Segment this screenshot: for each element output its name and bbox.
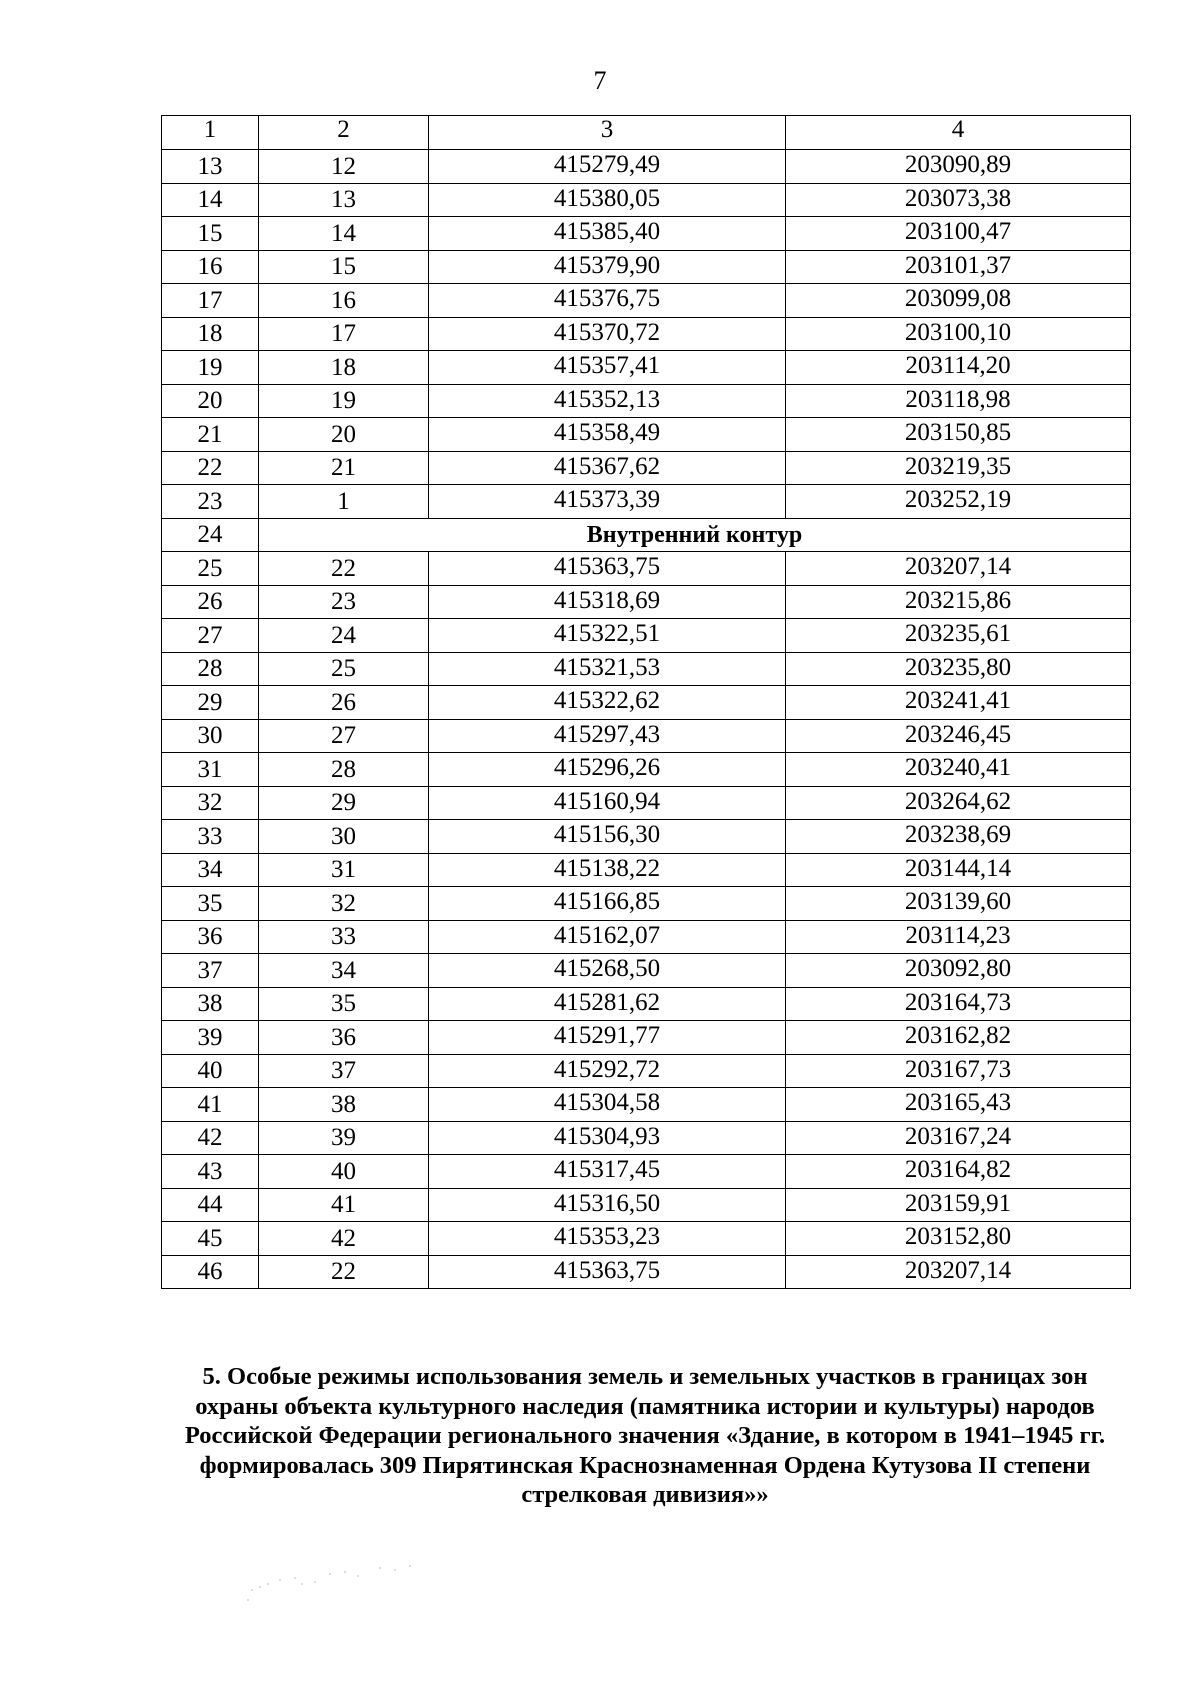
table-cell: 203099,08 bbox=[786, 284, 1131, 318]
table-row bbox=[162, 351, 1131, 385]
table-cell: 38 bbox=[162, 987, 259, 1021]
table-cell: 36 bbox=[162, 920, 259, 954]
table-row bbox=[162, 150, 1131, 184]
table-row bbox=[162, 284, 1131, 318]
table-row bbox=[162, 250, 1131, 284]
table-row bbox=[162, 619, 1131, 653]
table-cell: 17 bbox=[162, 284, 259, 318]
table-cell: 415281,62 bbox=[429, 987, 786, 1021]
table-cell: 23 bbox=[162, 485, 259, 519]
table-cell: 26 bbox=[259, 686, 429, 720]
table-row bbox=[162, 183, 1131, 217]
table-cell: 415367,62 bbox=[429, 451, 786, 485]
table-cell: 203114,23 bbox=[786, 920, 1131, 954]
table-cell: 40 bbox=[259, 1155, 429, 1189]
table-cell: 415317,45 bbox=[429, 1155, 786, 1189]
table-row bbox=[162, 1222, 1131, 1256]
table-cell: 203207,14 bbox=[786, 1255, 1131, 1289]
table-cell: 415296,26 bbox=[429, 753, 786, 787]
table-row bbox=[162, 686, 1131, 720]
table-cell: 43 bbox=[162, 1155, 259, 1189]
table-row bbox=[162, 418, 1131, 452]
table-row bbox=[162, 317, 1131, 351]
table-cell: 45 bbox=[162, 1222, 259, 1256]
table-row bbox=[162, 987, 1131, 1021]
table-cell: 415279,49 bbox=[429, 150, 786, 184]
table-row bbox=[162, 1088, 1131, 1122]
table-cell: 26 bbox=[162, 585, 259, 619]
table-cell: 28 bbox=[259, 753, 429, 787]
table-row bbox=[162, 1188, 1131, 1222]
table-cell: 415304,93 bbox=[429, 1121, 786, 1155]
table-cell: 203207,14 bbox=[786, 552, 1131, 586]
table-cell: 35 bbox=[259, 987, 429, 1021]
table-cell: 415363,75 bbox=[429, 552, 786, 586]
table-cell: 203100,47 bbox=[786, 217, 1131, 251]
coordinates-table bbox=[161, 115, 1131, 1289]
table-row bbox=[162, 853, 1131, 887]
table-cell: 203118,98 bbox=[786, 384, 1131, 418]
table-cell: 203167,73 bbox=[786, 1054, 1131, 1088]
table-cell: 203114,20 bbox=[786, 351, 1131, 385]
scan-smudge bbox=[240, 1560, 430, 1610]
table-cell: 30 bbox=[259, 820, 429, 854]
table-cell: 203246,45 bbox=[786, 719, 1131, 753]
table-cell: 203090,89 bbox=[786, 150, 1131, 184]
table-cell: 415297,43 bbox=[429, 719, 786, 753]
table-row bbox=[162, 485, 1131, 519]
table-cell: 415370,72 bbox=[429, 317, 786, 351]
table-row bbox=[162, 585, 1131, 619]
table-cell: 22 bbox=[259, 1255, 429, 1289]
table-cell: 22 bbox=[259, 552, 429, 586]
table-row bbox=[162, 820, 1131, 854]
table-cell: 41 bbox=[259, 1188, 429, 1222]
table-cell: 15 bbox=[162, 217, 259, 251]
table-cell: 14 bbox=[259, 217, 429, 251]
table-cell: 415352,13 bbox=[429, 384, 786, 418]
table-cell: 415138,22 bbox=[429, 853, 786, 887]
table-cell: 27 bbox=[259, 719, 429, 753]
table-cell: 46 bbox=[162, 1255, 259, 1289]
table-header-row bbox=[162, 116, 1131, 150]
table-cell: 415166,85 bbox=[429, 887, 786, 921]
table-cell: 203164,82 bbox=[786, 1155, 1131, 1189]
table-cell: 415373,39 bbox=[429, 485, 786, 519]
table-cell: 32 bbox=[162, 786, 259, 820]
section-heading-line: 5. Особые режимы использования земель и земельных участков в границах зон bbox=[202, 1363, 1088, 1390]
table-cell: 415160,94 bbox=[429, 786, 786, 820]
table-cell: 35 bbox=[162, 887, 259, 921]
table-cell: 21 bbox=[162, 418, 259, 452]
table-cell: 415376,75 bbox=[429, 284, 786, 318]
table-cell: 415318,69 bbox=[429, 585, 786, 619]
table-cell: 28 bbox=[162, 652, 259, 686]
table-cell: 415292,72 bbox=[429, 1054, 786, 1088]
table-cell: 21 bbox=[259, 451, 429, 485]
table-cell: 17 bbox=[259, 317, 429, 351]
table-cell: 2 bbox=[259, 116, 429, 150]
table-row bbox=[162, 217, 1131, 251]
table-cell: 203152,80 bbox=[786, 1222, 1131, 1256]
table-cell: 33 bbox=[162, 820, 259, 854]
section-heading-line: формировалась 309 Пирятинская Краснознаменная Ордена Кутузова II степени bbox=[199, 1451, 1091, 1479]
table-cell: 415380,05 bbox=[429, 183, 786, 217]
table-cell: 15 bbox=[259, 250, 429, 284]
table-cell: 16 bbox=[259, 284, 429, 318]
table-cell: 203219,35 bbox=[786, 451, 1131, 485]
table-cell: 203073,38 bbox=[786, 183, 1131, 217]
table-cell: 37 bbox=[259, 1054, 429, 1088]
table-cell: 415353,23 bbox=[429, 1222, 786, 1256]
table-cell: 13 bbox=[259, 183, 429, 217]
table-cell: 203167,24 bbox=[786, 1121, 1131, 1155]
table-cell: 34 bbox=[162, 853, 259, 887]
table-cell: 23 bbox=[259, 585, 429, 619]
table-cell: 18 bbox=[259, 351, 429, 385]
table-cell: 33 bbox=[259, 920, 429, 954]
table-cell: 29 bbox=[162, 686, 259, 720]
table-cell: 16 bbox=[162, 250, 259, 284]
table-cell: 38 bbox=[259, 1088, 429, 1122]
table-cell: 18 bbox=[162, 317, 259, 351]
table-cell: 203144,14 bbox=[786, 853, 1131, 887]
table-cell: 203215,86 bbox=[786, 585, 1131, 619]
table-row bbox=[162, 384, 1131, 418]
table-cell: 44 bbox=[162, 1188, 259, 1222]
table-row bbox=[162, 954, 1131, 988]
section-label-cell: Внутренний контур bbox=[259, 518, 1131, 552]
table-cell: 415316,50 bbox=[429, 1188, 786, 1222]
table-cell: 415321,53 bbox=[429, 652, 786, 686]
table-cell: 1 bbox=[259, 485, 429, 519]
table-cell: 39 bbox=[259, 1121, 429, 1155]
table-cell: 12 bbox=[259, 150, 429, 184]
table-row bbox=[162, 753, 1131, 787]
section-heading-line: Российской Федерации регионального значения «Здание, в котором в 1941–1945 гг. bbox=[184, 1422, 1106, 1449]
table-cell: 415291,77 bbox=[429, 1021, 786, 1055]
table-row bbox=[162, 786, 1131, 820]
table-cell: 415385,40 bbox=[429, 217, 786, 251]
section-heading bbox=[160, 1362, 1130, 1510]
table-cell: 203139,60 bbox=[786, 887, 1131, 921]
table-cell: 25 bbox=[162, 552, 259, 586]
table-cell: 24 bbox=[259, 619, 429, 653]
table-cell: 29 bbox=[259, 786, 429, 820]
table-cell: 203252,19 bbox=[786, 485, 1131, 519]
table-cell: 203092,80 bbox=[786, 954, 1131, 988]
table-cell: 22 bbox=[162, 451, 259, 485]
table-row bbox=[162, 1121, 1131, 1155]
table-cell: 203162,82 bbox=[786, 1021, 1131, 1055]
table-cell: 42 bbox=[162, 1121, 259, 1155]
table-cell: 415357,41 bbox=[429, 351, 786, 385]
table-cell: 203165,43 bbox=[786, 1088, 1131, 1122]
table-cell: 13 bbox=[162, 150, 259, 184]
table-row bbox=[162, 719, 1131, 753]
table-cell: 36 bbox=[259, 1021, 429, 1055]
table-cell: 203235,61 bbox=[786, 619, 1131, 653]
table-cell: 203240,41 bbox=[786, 753, 1131, 787]
table-row bbox=[162, 552, 1131, 586]
table-cell: 20 bbox=[162, 384, 259, 418]
table-cell: 31 bbox=[259, 853, 429, 887]
table-row bbox=[162, 1054, 1131, 1088]
table-row bbox=[162, 887, 1131, 921]
table-row bbox=[162, 652, 1131, 686]
table-cell: 39 bbox=[162, 1021, 259, 1055]
table-cell: 203241,41 bbox=[786, 686, 1131, 720]
table-cell: 203159,91 bbox=[786, 1188, 1131, 1222]
table-cell: 19 bbox=[162, 351, 259, 385]
table-cell: 415162,07 bbox=[429, 920, 786, 954]
section-heading-line: стрелковая дивизия»» bbox=[521, 1481, 769, 1508]
table-cell: 27 bbox=[162, 619, 259, 653]
section-heading-line: охраны объекта культурного наследия (памятника истории и культуры) народов bbox=[195, 1392, 1095, 1420]
table-cell: 25 bbox=[259, 652, 429, 686]
page-number: 7 bbox=[593, 66, 607, 95]
table-row bbox=[162, 1255, 1131, 1289]
table-cell: 30 bbox=[162, 719, 259, 753]
table-cell: 42 bbox=[259, 1222, 429, 1256]
table-cell: 203238,69 bbox=[786, 820, 1131, 854]
table-cell: 19 bbox=[259, 384, 429, 418]
table-row bbox=[162, 1155, 1131, 1189]
table-cell: 415156,30 bbox=[429, 820, 786, 854]
table-row bbox=[162, 920, 1131, 954]
table-cell: 415268,50 bbox=[429, 954, 786, 988]
table-cell: 203150,85 bbox=[786, 418, 1131, 452]
section-row bbox=[162, 518, 1131, 552]
table-cell: 415304,58 bbox=[429, 1088, 786, 1122]
table-cell: 203100,10 bbox=[786, 317, 1131, 351]
table-cell: 415358,49 bbox=[429, 418, 786, 452]
table-cell: 37 bbox=[162, 954, 259, 988]
table-cell: 14 bbox=[162, 183, 259, 217]
table-cell: 20 bbox=[259, 418, 429, 452]
table-cell: 203235,80 bbox=[786, 652, 1131, 686]
table-cell: 41 bbox=[162, 1088, 259, 1122]
table-cell: 24 bbox=[162, 518, 259, 552]
table-cell: 415322,51 bbox=[429, 619, 786, 653]
table-cell: 4 bbox=[786, 116, 1131, 150]
table-cell: 1 bbox=[162, 116, 259, 150]
table-cell: 32 bbox=[259, 887, 429, 921]
table-cell: 34 bbox=[259, 954, 429, 988]
table-cell: 31 bbox=[162, 753, 259, 787]
table-cell: 203264,62 bbox=[786, 786, 1131, 820]
table-cell: 415379,90 bbox=[429, 250, 786, 284]
table-cell: 3 bbox=[429, 116, 786, 150]
table-row bbox=[162, 1021, 1131, 1055]
table-cell: 415363,75 bbox=[429, 1255, 786, 1289]
table-row bbox=[162, 451, 1131, 485]
table-cell: 203164,73 bbox=[786, 987, 1131, 1021]
table-cell: 40 bbox=[162, 1054, 259, 1088]
table-cell: 415322,62 bbox=[429, 686, 786, 720]
table-cell: 203101,37 bbox=[786, 250, 1131, 284]
